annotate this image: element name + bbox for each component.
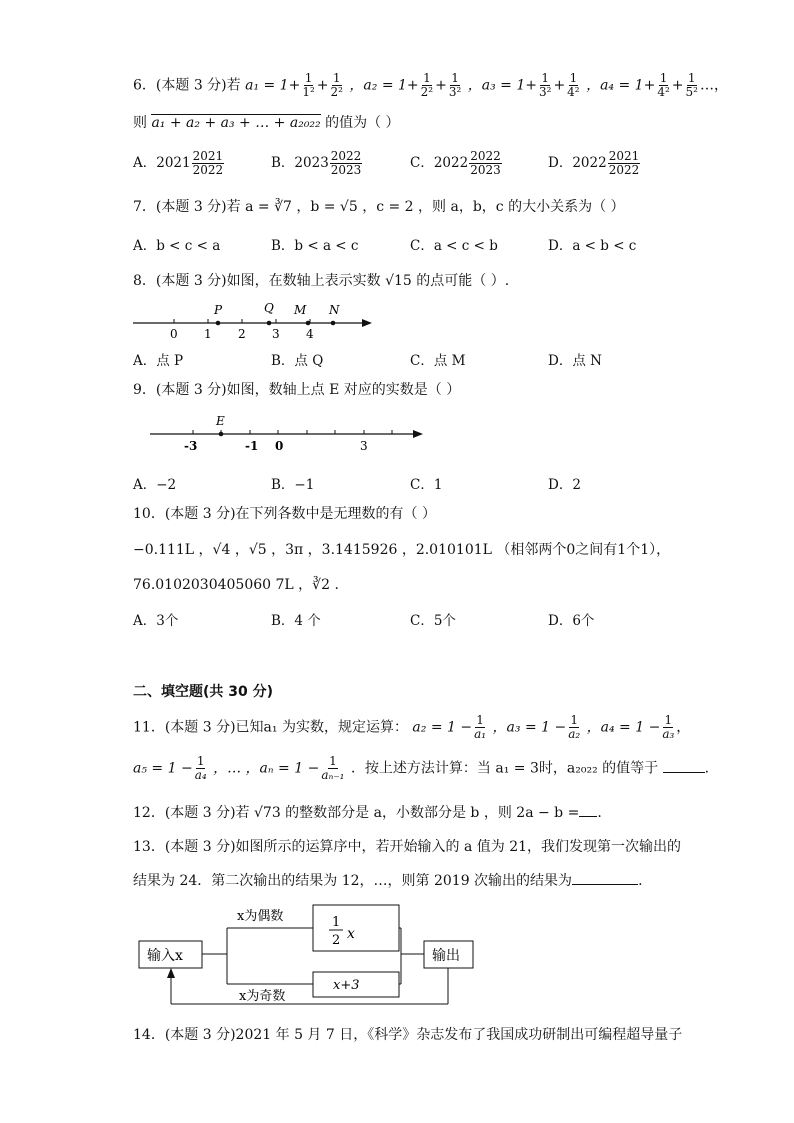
arrow-head xyxy=(167,968,175,978)
fraction: $\frac{1}{\text{aₙ₋₁}}$ xyxy=(321,754,345,782)
fraction: $\frac{1}{\text{1²}}$ xyxy=(302,71,315,99)
q10-option-c[interactable]: C．5个 xyxy=(410,613,456,629)
tick-label: -3 xyxy=(184,439,198,453)
q14-question: 14．(本题 3 分)2021 年 5 月 7 日，《科学》杂志发布了我国成功研制出可编程超导量子 xyxy=(133,1027,683,1043)
q10-option-b[interactable]: B．4 个 xyxy=(271,613,321,629)
point-label: N xyxy=(329,303,340,317)
even-var: x xyxy=(347,926,355,942)
q6-option-a[interactable]: A．2021 $\frac{2021}{2022}$ xyxy=(133,149,224,177)
q8-option-b[interactable]: B．点 Q xyxy=(271,353,324,369)
q9-number-line xyxy=(147,410,432,454)
q8-option-c[interactable]: C．点 M xyxy=(410,353,466,369)
fraction: $\frac{1}{\text{2²}}$ xyxy=(330,71,343,99)
fraction: $\frac{1}{\text{3²}}$ xyxy=(448,71,462,99)
q8-option-a[interactable]: A．点 P xyxy=(133,353,184,369)
even-den: 2 xyxy=(332,933,341,948)
even-operation-box xyxy=(313,905,399,951)
answer-blank[interactable] xyxy=(579,802,597,817)
tick-label: 3 xyxy=(272,327,280,341)
q8-option-d[interactable]: D．点 N xyxy=(548,353,602,369)
q9-option-d[interactable]: D．2 xyxy=(548,477,581,493)
odd-expr: x+3 xyxy=(333,978,360,993)
q11-line1: 11．(本题 3 分)已知a₁ 为实数，规定运算： a₂ = 1 − $\frac{1}{\text{a₁}}$ ，a₃ = 1 − $\frac{1}{\text{a₂}}$ ，a₄ = 1 − $\frac{1}{\text{a₃}}$ ， xyxy=(133,713,691,741)
fraction: $\frac{1}{\text{a₃}}$ xyxy=(662,713,675,741)
point-label: E xyxy=(216,414,225,428)
q6-option-c[interactable]: C．2022 $\frac{2022}{2023}$ xyxy=(410,149,501,177)
sqrt-sum: a₁ + a₂ + a₃ + … + a₂₀₂₂ xyxy=(151,115,321,131)
fraction: $\frac{1}{\text{3²}}$ xyxy=(538,71,552,99)
q7-question: 7．(本题 3 分)若 a = ∛7 ，b = √5 ，c = 2 ，则 a，b，c 的大小关系为（ ） xyxy=(133,199,625,215)
q6-line2: 则 a₁ + a₂ + a₃ + … + a₂₀₂₂ 的值为（ ） xyxy=(133,115,400,131)
q6-option-d[interactable]: D．2022 $\frac{2021}{2022}$ xyxy=(548,149,640,177)
tick-label: 4 xyxy=(306,327,314,341)
fraction: $\frac{1}{\text{4²}}$ xyxy=(657,71,670,99)
arrow-head xyxy=(362,319,372,327)
q13-flowchart xyxy=(135,900,480,1010)
even-label: x为偶数 xyxy=(237,909,284,924)
point-label: M xyxy=(294,303,307,317)
point-n xyxy=(331,321,336,326)
output-label: 输出 xyxy=(432,948,460,964)
answer-blank[interactable] xyxy=(572,870,638,885)
fraction: $\frac{1}{\text{a₄}}$ xyxy=(194,754,207,782)
answer-blank[interactable] xyxy=(663,758,705,773)
fraction: $\frac{1}{\text{5²}}$ xyxy=(685,71,698,99)
tick-label: -1 xyxy=(245,439,259,453)
tick-label: 0 xyxy=(275,439,284,453)
point-p xyxy=(216,321,221,326)
point-label: P xyxy=(214,303,223,317)
point-e xyxy=(219,432,224,437)
q10-option-d[interactable]: D．6个 xyxy=(548,613,595,629)
q13-line2: 结果为 24．第二次输出的结果为 12，…，则第 2019 次输出的结果为 . xyxy=(133,870,643,890)
arrow-head xyxy=(413,430,423,438)
q7-option-a[interactable]: A．b < c < a xyxy=(133,238,221,254)
q11-line2: a₅ = 1 − $\frac{1}{\text{a₄}}$ ，… ，aₙ = 1 − $\frac{1}{\text{aₙ₋₁}}$ ．按上述方法计算：当 a₁ = 3时，a₂₀₂₂ 的值等于 . xyxy=(133,754,710,782)
q9-option-a[interactable]: A．−2 xyxy=(133,477,177,493)
fraction: $\frac{1}{\text{2²}}$ xyxy=(420,71,434,99)
q12-question: 12．(本题 3 分)若 √73 的整数部分是 a，小数部分是 b ，则 2a − b = . xyxy=(133,802,602,822)
q9-question: 9．(本题 3 分)如图，数轴上点 E 对应的实数是（ ） xyxy=(133,382,461,398)
fraction: $\frac{1}{\text{a₂}}$ xyxy=(568,713,581,741)
odd-label: x为奇数 xyxy=(239,989,286,1004)
q7-option-c[interactable]: C．a < c < b xyxy=(410,238,498,254)
even-num: 1 xyxy=(332,915,341,930)
q6-option-b[interactable]: B．2023 $\frac{2022}{2023}$ xyxy=(271,149,362,177)
tick-label: 1 xyxy=(204,327,212,341)
q10-option-a[interactable]: A．3个 xyxy=(133,613,179,629)
q10-numbers-line2: 76.0102030405060 7L ，∛2 . xyxy=(133,577,339,593)
tick-label: 3 xyxy=(360,439,368,453)
section-title: 二、填空题(共 30 分) xyxy=(133,684,274,700)
q8-number-line xyxy=(130,298,380,342)
fraction: $\frac{1}{\text{4²}}$ xyxy=(567,71,580,99)
q10-question: 10．(本题 3 分)在下列各数中是无理数的有（ ） xyxy=(133,506,436,522)
tick-label: 2 xyxy=(238,327,246,341)
point-label: Q xyxy=(264,301,274,315)
q10-numbers-line1: −0.111L ，√4 ，√5 ，3π ，3.1415926 ，2.010101L （相邻两个0之间有1个1）， xyxy=(133,542,671,558)
q7-option-d[interactable]: D．a < b < c xyxy=(548,238,637,254)
fraction: $\frac{1}{\text{a₁}}$ xyxy=(474,713,487,741)
q9-option-c[interactable]: C．1 xyxy=(410,477,443,493)
point-m xyxy=(306,321,311,326)
q6-line1: 6．(本题 3 分)若 a₁ = 1+ $\frac{1}{\text{1²}}$ + $\frac{1}{\text{2²}}$ ，a₂ = 1+ $\frac{1}{\text{2²}}$ + $\frac{1}{\text{3²}}$ ，a₃ = 1+ $\frac{1}{\text{3²}}$ + $\frac{1}{\text{4²}}$ ，a₄ = 1+ $\frac{1}{\text{4²}}$ + $\frac{1}{\text{5²}}$ …， xyxy=(133,71,728,99)
point-q xyxy=(267,321,272,326)
tick-label: 0 xyxy=(170,327,178,341)
q7-option-b[interactable]: B．b < a < c xyxy=(271,238,359,254)
q9-option-b[interactable]: B．−1 xyxy=(271,477,315,493)
q8-question: 8．(本题 3 分)如图，在数轴上表示实数 √15 的点可能（ ）. xyxy=(133,273,510,289)
input-label: 输入x xyxy=(147,948,183,964)
q13-line1: 13．(本题 3 分)如图所示的运算序中，若开始输入的 a 值为 21，我们发现第一次输出的 xyxy=(133,839,682,855)
